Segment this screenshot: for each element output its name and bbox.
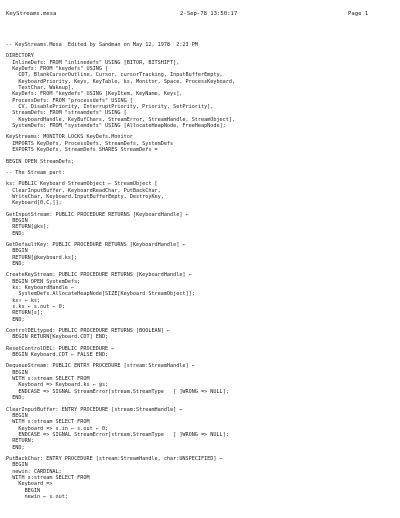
code-line: DequeueStream: PUBLIC ENTRY PROCEDURE [stream:StreamHandle] ← (6, 363, 195, 370)
code-line: BEGIN (6, 487, 41, 494)
code-line: BEGIN (6, 369, 28, 376)
code-line: RETURN; (6, 438, 34, 445)
code-line: SystemDefs.AllocateHeapNode[SIZE[Keyboard StreamObject]]; (6, 291, 195, 298)
code-line: BEGIN OPEN SystemDefs; (6, 278, 81, 285)
code-line: WITH s:stream SELECT FROM (6, 474, 90, 481)
header-filename: KeyStreams.mesa (6, 11, 57, 17)
code-line: DIRECTORY (6, 53, 34, 60)
code-line: KeyboardHandle, KeyBufChars, StreamError, StreamHandle, StreamObject], (6, 116, 236, 123)
code-line: IMPORTS KeyDefs, ProcessDefs, StreamDefs, SystemDefs (6, 140, 174, 147)
code-line: BEGIN (6, 217, 28, 224)
code-line: ENDCASE => SIGNAL StreamError[stream,StreamType [ ]WRONG => NULL]; (6, 388, 229, 395)
code-line: SystemDefs: FROM "systemdefs" USING [AllocateHeapNode, FreeHeapNode]; (6, 123, 226, 130)
code-line: KeyDefs: FROM "keydefs" USING [KeyItem, KeyName, Keys], (6, 91, 183, 98)
code-line: RETURN[s]; (6, 310, 44, 317)
code-line: PutBackChar: ENTRY PROCEDURE [stream:StreamHandle, char:UNSPECIFIED] ← (6, 455, 223, 462)
code-line: BEGIN OPEN StreamDefs; (6, 158, 75, 165)
header-page (348, 11, 368, 17)
code-line: Keyboard => Keyboard.ks ← @s; (6, 382, 109, 389)
code-line: InlineDefs: FROM "inlinedefs" USING [BITOR, BITSHIFT], (6, 59, 180, 66)
code-line: StreamDefs: FROM "streamdefs" USING [ (6, 110, 127, 117)
code-line: RETURN[@ks]; (6, 224, 50, 231)
code-line: ks↑ ← ks; (6, 297, 41, 304)
code-line: CDT, BlankCursorOutline, Cursor, cursorTracking, InputBufferEmpty, (6, 72, 223, 79)
code-line: ResetControlDEL: PUBLIC PROCEDURE ← (6, 345, 115, 352)
code-line: END; (6, 395, 25, 402)
code-line: -- The Stream part: (6, 169, 65, 176)
header-page-label: Page (348, 11, 362, 17)
code-line: GetDefaultKey: PUBLIC PROCEDURE RETURNS [KeyboardHandle] ← (6, 241, 186, 248)
code-line: newin: CARDINAL; (6, 468, 62, 475)
code-line: ENDCASE => SIGNAL StreamError[stream,StreamType [ ]WRONG => NULL]; (6, 431, 229, 438)
code-line: Keyboard[0,C,]]; (6, 200, 62, 207)
code-line: BEGIN (6, 412, 28, 419)
code-line: CreateKeyStream: PUBLIC PROCEDURE RETURNS [KeyboardHandle] ← (6, 272, 192, 279)
code-line: KeyDefs: FROM "keydefs" USING [ (6, 66, 109, 73)
header-datetime: 2-Sep-78 13:50:17 (180, 11, 238, 17)
code-line: -- KeyStreams.Mesa Edited by Sandman on May 12, 1978 2:23 PM (6, 42, 198, 48)
code-line: TextChar, Wakeup], (6, 85, 75, 92)
code-line: Keyboard => (6, 481, 53, 488)
code-line: WITH s:stream SELECT FROM (6, 376, 90, 383)
code-line: ClearInputBuffer: ENTRY PROCEDURE [stream:StreamHandle] ← (6, 406, 183, 413)
code-line: ControlDELtyped: PUBLIC PROCEDURE RETURNS [BOOLEAN] ← (6, 328, 171, 335)
code-line: KeyboardPriority, Keys, KeyTable, ks, Monitor, Space, ProcessKeyboard, (6, 78, 236, 85)
code-line: KeyStreams: MONITOR LOCKS KeyDefs.Monitor (6, 134, 133, 141)
code-line: BEGIN (6, 462, 28, 469)
code-line: END; (6, 260, 25, 267)
code-line: newin ← s.out; (6, 493, 68, 500)
code-line: s.ks ← s.out ← 0; (6, 304, 65, 311)
code-line: RETURN[@keyboard.ks]; (6, 254, 78, 261)
code-line: END; (6, 230, 25, 237)
code-line: ks: PUBLIC Keyboard StreamObject ← StreamObject [ (6, 181, 158, 188)
code-line: BEGIN Keyboard.CDT ← FALSE END; (6, 352, 109, 359)
code-line: WriteChar, Keyboard.InputBufferEmpty, DestroyKey, (6, 193, 164, 200)
code-line: EXPORTS KeyDefs, StreamDefs SHARES StreamDefs = (6, 147, 158, 154)
code-line: ClearInputBuffer, KeyboardReadChar, PutBackChar, (6, 187, 161, 194)
code-line: END; (6, 444, 25, 451)
code-line: BEGIN RETURN[Keyboard.CDT] END; (6, 334, 109, 341)
code-line: Keyboard => s.in ← s.out ← 0; (6, 425, 109, 432)
code-line: ProcessDefs: FROM "processdefs" USING [ (6, 97, 133, 104)
header-page-number: 1 (364, 11, 369, 17)
code-line: CV, DisablePriority, InterruptPriority, Priority, SetPriority], (6, 104, 214, 111)
code-line: ks: KeyboardHandle ← (6, 285, 75, 291)
code-line: GetInputStream: PUBLIC PROCEDURE RETURNS [KeyboardHandle] ← (6, 211, 189, 218)
code-listing (6, 42, 396, 500)
code-line: BEGIN (6, 248, 28, 255)
code-line: WITH s:stream SELECT FROM (6, 419, 90, 426)
code-line: END; (6, 316, 25, 323)
